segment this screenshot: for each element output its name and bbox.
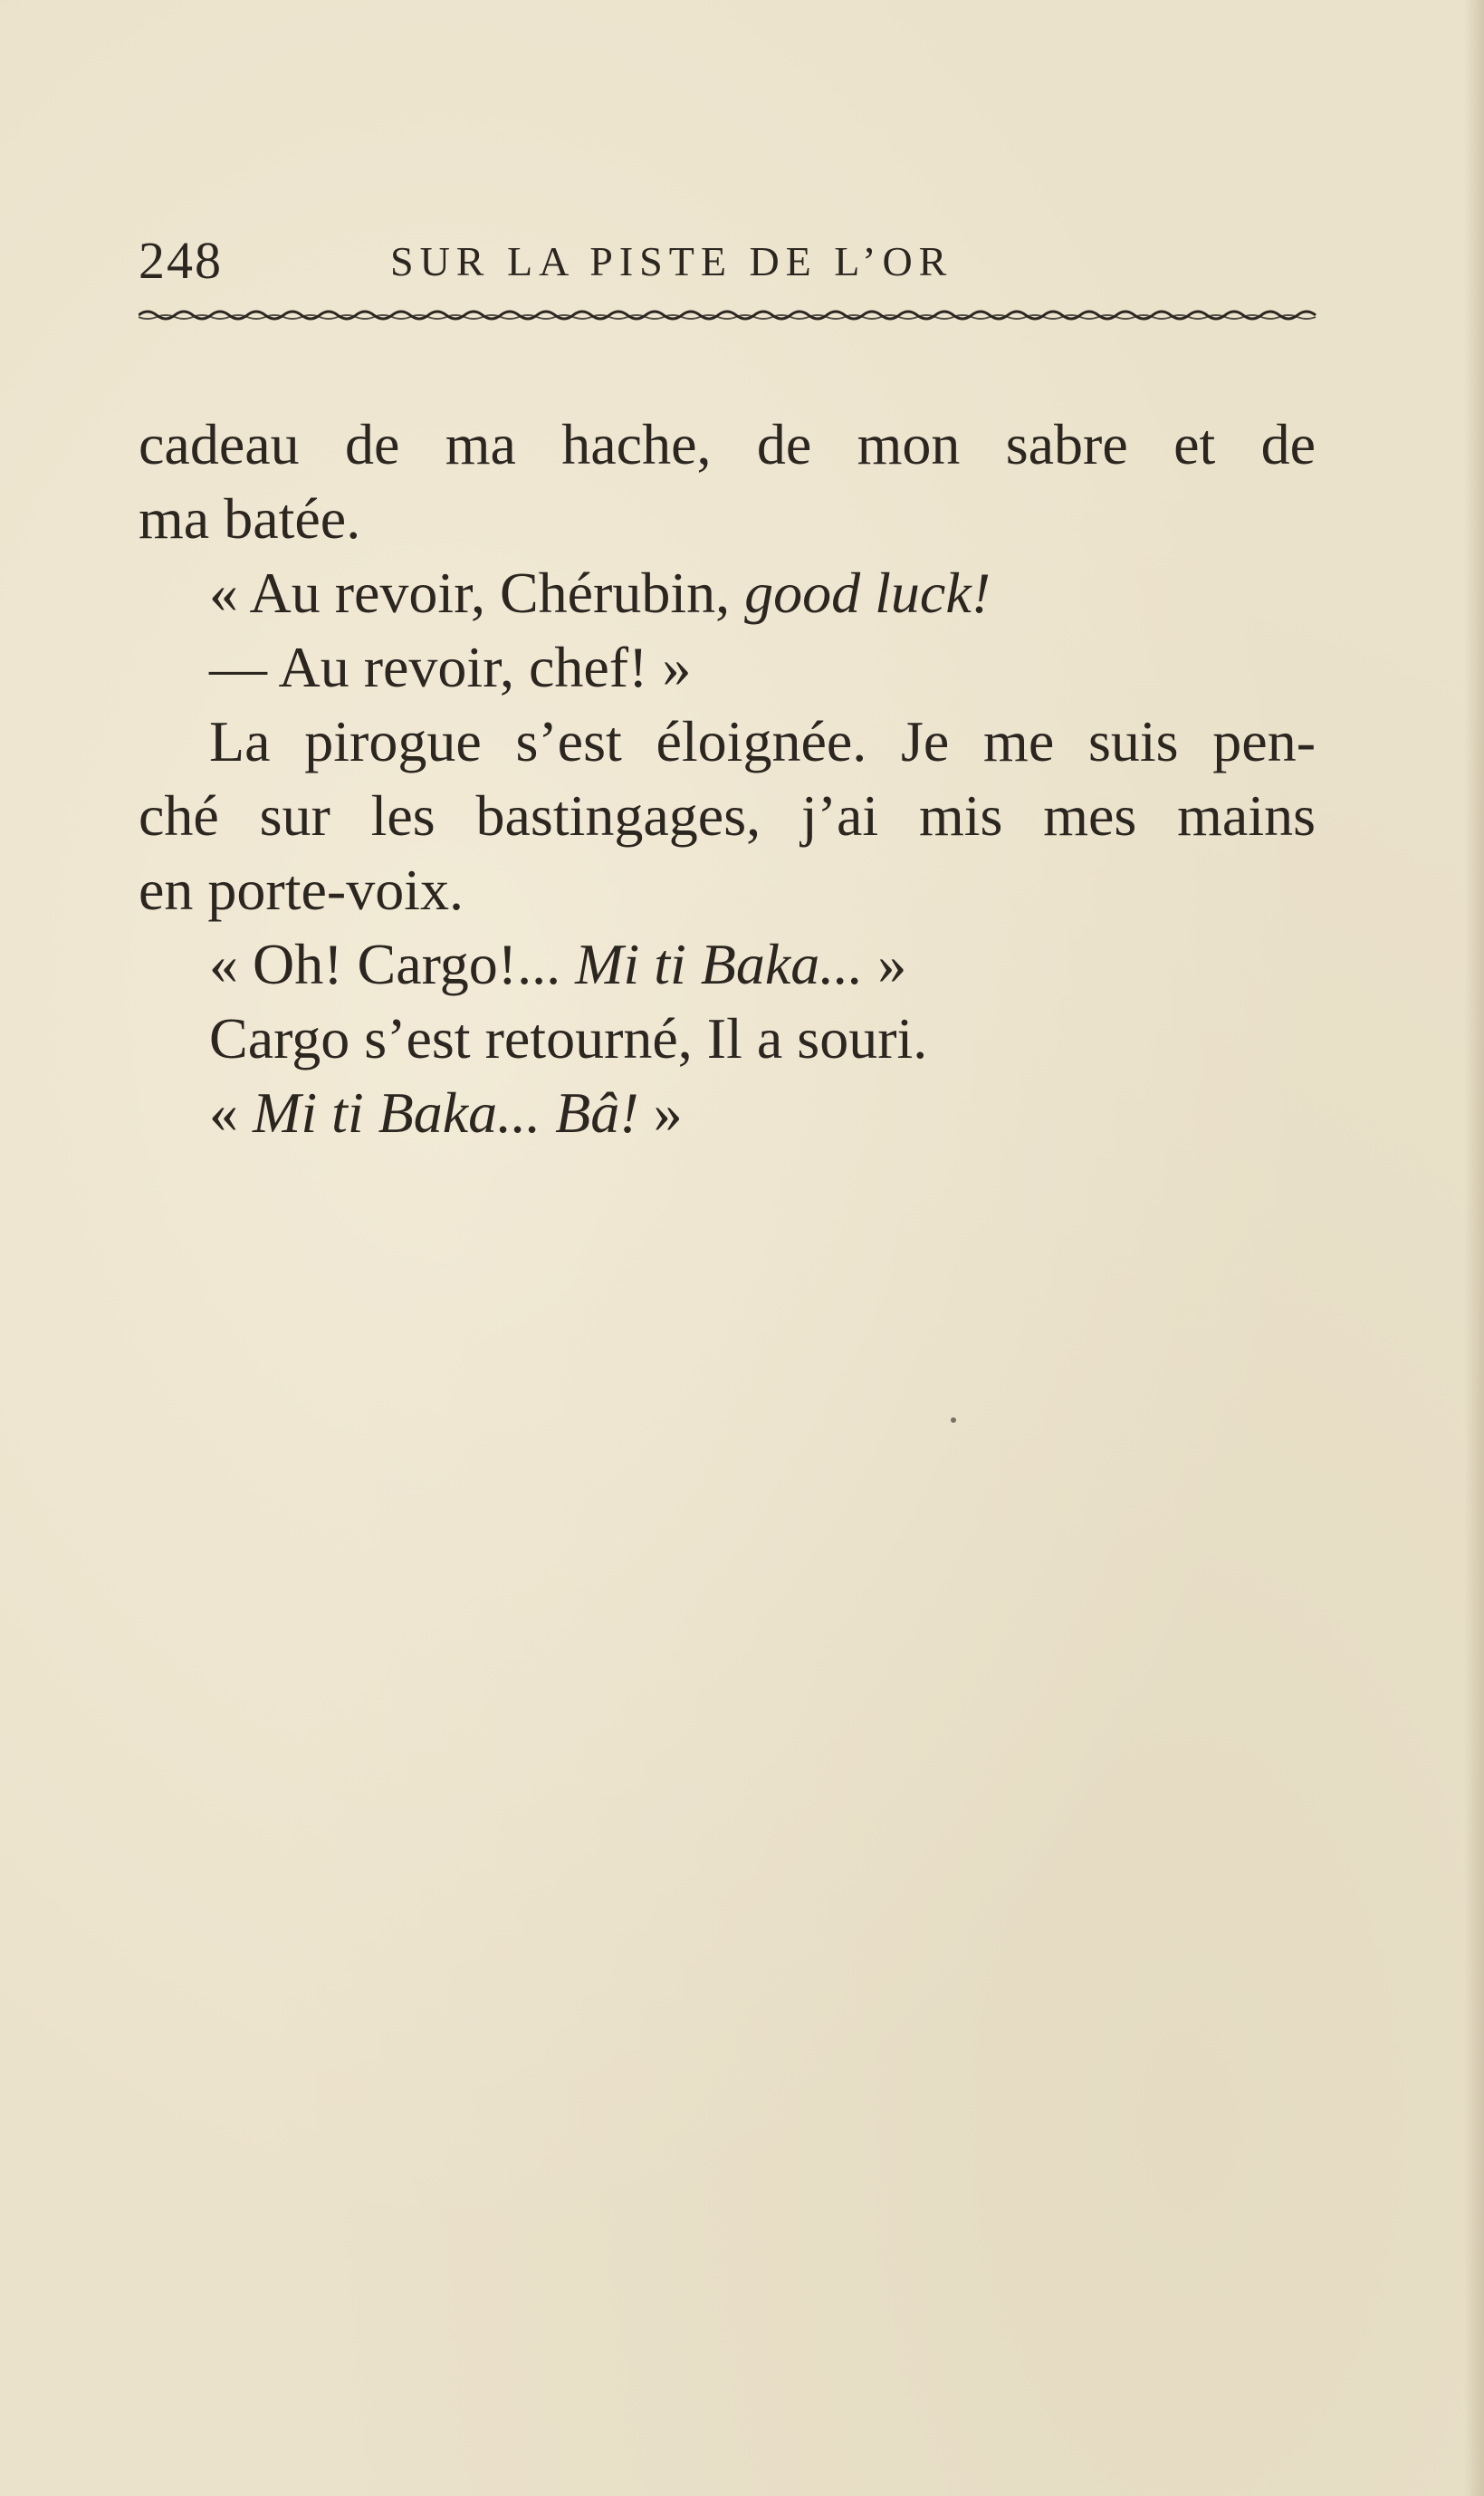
text-line bbox=[139, 408, 1316, 482]
text-run: « Au revoir, Chérubin, bbox=[209, 561, 745, 625]
text-line bbox=[139, 482, 360, 556]
text-run: Cargo s’est retourné, Il a souri. bbox=[209, 1006, 928, 1070]
text-line bbox=[209, 630, 691, 705]
text-run: — Au revoir, chef! » bbox=[209, 635, 692, 699]
text-line bbox=[139, 853, 464, 927]
text-line bbox=[209, 927, 906, 1002]
text-run: cadeau de ma hache, de mon sabre et de bbox=[139, 412, 1316, 476]
italic-text: good luck! bbox=[744, 561, 991, 625]
text-run: ché sur les bastingages, j’ai mis mes mains bbox=[139, 783, 1316, 848]
text-run: « bbox=[209, 1080, 253, 1145]
italic-text: Mi ti Baka... Bâ! bbox=[253, 1080, 639, 1145]
text-run: » bbox=[863, 932, 907, 996]
text-line bbox=[139, 779, 1316, 853]
italic-text: Mi ti Baka... bbox=[575, 932, 864, 996]
text-run: en porte-voix. bbox=[139, 858, 464, 922]
text-line bbox=[209, 705, 1316, 779]
page-number: 248 bbox=[139, 231, 223, 290]
text-run: ma batée. bbox=[139, 486, 361, 551]
text-run: « Oh! Cargo!... bbox=[209, 932, 576, 996]
running-title: SUR LA PISTE DE L’OR bbox=[390, 238, 953, 284]
text-run: » bbox=[638, 1080, 683, 1145]
decorative-rule bbox=[139, 304, 1317, 326]
text-line bbox=[209, 1002, 927, 1076]
text-line bbox=[209, 556, 991, 630]
paper-speck bbox=[951, 1417, 956, 1423]
text-run: La pirogue s’est éloignée. Je me suis pen- bbox=[209, 709, 1316, 773]
text-line bbox=[209, 1076, 683, 1150]
page-edge-shadow bbox=[1464, 0, 1484, 2496]
running-head bbox=[139, 226, 1316, 299]
